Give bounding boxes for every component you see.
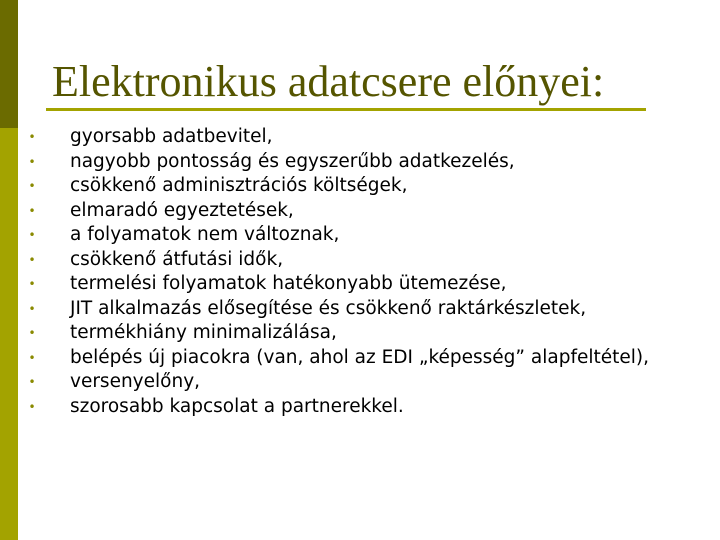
list-item (28, 199, 708, 224)
bullet-dot-icon: • (28, 326, 36, 340)
bullet-dot-icon: • (28, 375, 36, 389)
bullet-dot-icon: • (28, 203, 36, 218)
bullet-list (28, 125, 708, 419)
bullet-dot-icon: • (28, 399, 36, 414)
list-item-text: csökkenő átfutási idők, (70, 248, 284, 270)
list-item-text: szorosabb kapcsolat a partnerekkel. (70, 395, 404, 417)
list-item (28, 346, 708, 371)
slide-title: Elektronikus adatcsere előnyei: (52, 57, 605, 106)
list-item-text: csökkenő adminisztrációs költségek, (70, 175, 408, 196)
bullet-dot-icon: • (28, 179, 36, 193)
list-item-text: a folyamatok nem változnak, (70, 224, 340, 245)
list-item-text: JIT alkalmazás elősegítése és csökkenő raktárkészletek, (70, 297, 587, 319)
list-item (28, 370, 708, 395)
list-item (28, 223, 708, 248)
list-item (28, 272, 708, 297)
list-item-text: versenyelőny, (70, 371, 201, 392)
list-item (28, 321, 708, 346)
sidebar-light-stripe (0, 128, 18, 540)
list-item (28, 395, 708, 420)
list-item-text: termékhiány minimalizálása, (70, 322, 337, 343)
list-item (28, 150, 708, 175)
list-item (28, 174, 708, 199)
title-underline (46, 108, 646, 111)
list-item (28, 248, 708, 273)
bullet-dot-icon: • (28, 228, 36, 242)
list-item (28, 125, 708, 150)
bullet-dot-icon: • (28, 301, 36, 316)
bullet-dot-icon: • (28, 350, 36, 365)
list-item-text: belépés új piacokra (van, ahol az EDI „képesség” alapfeltétel), (70, 346, 649, 368)
list-item-text: termelési folyamatok hatékonyabb ütemezése, (70, 273, 507, 294)
list-item-text: elmaradó egyeztetések, (70, 199, 294, 221)
bullet-dot-icon: • (28, 154, 36, 169)
bullet-dot-icon: • (28, 277, 36, 291)
list-item (28, 297, 708, 322)
bullet-dot-icon: • (28, 252, 36, 267)
list-item-text: nagyobb pontosság és egyszerűbb adatkezelés, (70, 150, 515, 172)
list-item-text: gyorsabb adatbevitel, (70, 126, 273, 147)
bullet-dot-icon: • (28, 130, 36, 144)
